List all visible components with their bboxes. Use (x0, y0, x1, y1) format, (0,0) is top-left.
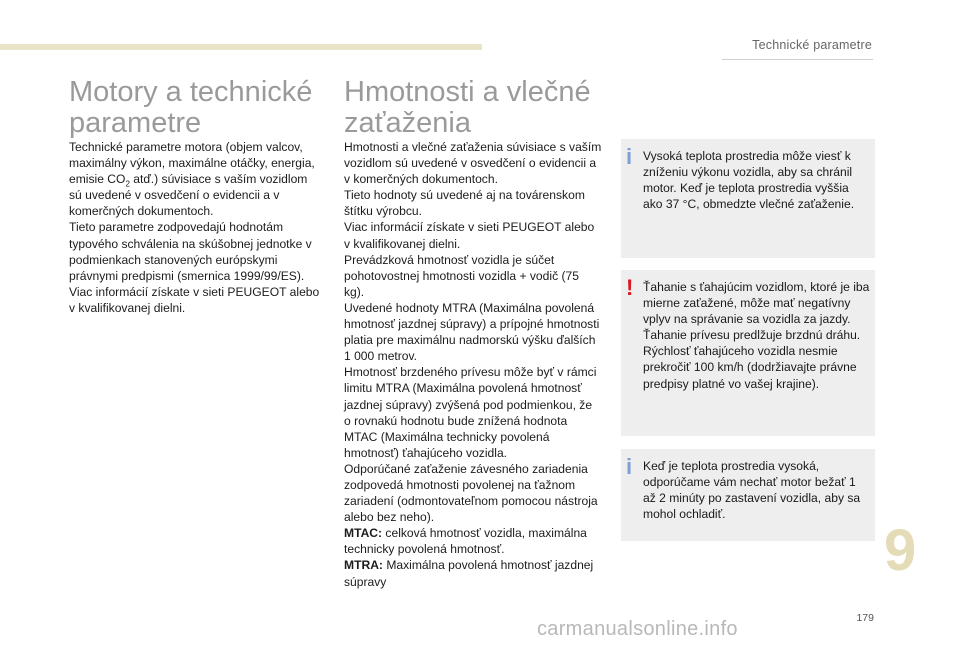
weights-para-7: Odporúčané zaťaženie závesného zariadenia zodpovedá hmotnosti povolenej na ťažnom zariadení (odmontovateľnom pomocou nástroja alebo bez neho). (344, 461, 598, 525)
info-icon: i (626, 144, 633, 169)
engine-para-2: Tieto parametre zodpovedajú hodnotám typového schválenia na skúšobnej jednotke v podmienkach stanovených európskymi právnymi predpismi (smernica 1999/99/ES). (69, 220, 312, 283)
co2-subscript: 2 (125, 179, 130, 189)
weights-section-heading (344, 77, 591, 139)
mtra-definition (344, 557, 602, 589)
engine-heading-line2: parametre (69, 107, 202, 139)
weights-para-1: Hmotnosti a vlečné zaťaženia súvisiace s vaším vozidlom sú uvedené v osvedčení o evidencii a v komerčných dokumentoch. (344, 140, 602, 187)
note-text: Keď je teplota prostredia vysoká, odporúčame vám nechať motor bežať 1 až 2 minúty po zastavení vozidla, aby sa mohol ochladiť. (643, 459, 861, 522)
weights-para-5: Uvedené hodnoty MTRA (Maximálna povolená hmotnosť jazdnej súpravy) a prípojné hmotnosti platia pre maximálnu nadmorskú výšku ďalších 1 000 metrov. (344, 300, 600, 364)
mtac-text: celková hmotnosť vozidla, maximálna technicky povolená hmotnosť. (344, 526, 587, 557)
engine-section-heading (69, 77, 312, 139)
chapter-number: 9 (884, 518, 917, 583)
weights-para-3: Viac informácií získate v sieti PEUGEOT alebo v kvalifikovanej dielni. (344, 220, 595, 251)
engine-para-3: Viac informácií získate v sieti PEUGEOT alebo v kvalifikovanej dielni. (69, 284, 320, 315)
warning-icon: ! (626, 275, 634, 300)
mtra-label: MTRA: (344, 558, 383, 573)
note-box-towing-warning (621, 270, 875, 436)
weights-para-4: Prevádzková hmotnosť vozidla je súčet pohotovostnej hmotnosti vozidla + vodič (75 kg). (344, 252, 579, 299)
weights-para-6: Hmotnosť brzdeného prívesu môže byť v rámci limitu MTRA (Maximálna povolená hmotnosť jazdnej súpravy) zvýšená pod podmienkou, že o rovnakú hodnotu bude znížená hodnota MTAC (Maximálna technicky povolená hmotnosť) ťahajúceho vozidla. (344, 365, 597, 460)
section-header-title: Technické parametre (752, 38, 872, 52)
header-divider (722, 59, 873, 60)
mtra-text: Maximálna povolená hmotnosť jazdnej súpravy (344, 558, 594, 589)
note-box-heat-info (621, 139, 875, 258)
weights-heading-line1: Hmotnosti a vlečné (344, 76, 591, 108)
note-text: Vysoká teplota prostredia môže viesť k zníženiu výkonu vozidla, aby sa chránil motor. Keď je teplota prostredia vyššia ako 37 °C, obmedzte vlečné zaťaženie. (643, 149, 855, 212)
page-number: 179 (856, 612, 874, 624)
engine-para-1 (69, 139, 321, 219)
engine-section-body (69, 139, 321, 316)
engine-para-1-text-b: atď.) súvisiace s vaším vozidlom sú uvedené v osvedčení o evidencii a v komerčných dokumentoch. (69, 172, 308, 219)
mtac-label: MTAC: (344, 526, 383, 541)
weights-para-2: Tieto hodnoty sú uvedené aj na továrenskom štítku výrobcu. (344, 188, 585, 219)
accent-band (0, 44, 482, 50)
note-box-cooldown-info (621, 449, 875, 541)
info-icon: i (626, 454, 633, 479)
weights-heading-line2: zaťaženia (344, 107, 471, 139)
weights-section-body (344, 139, 602, 590)
note-text: Ťahanie s ťahajúcim vozidlom, ktoré je iba mierne zaťažené, môže mať negatívny vplyv na správanie sa vozidla za jazdy. Ťahanie prívesu predlžuje brzdnú dráhu. Rýchlosť ťahajúceho vozidla nesmie prekročiť 100 km/h (dodržiavajte právne predpisy platné vo vašej krajine). (643, 280, 870, 391)
engine-heading-line1: Motory a technické (69, 76, 313, 108)
mtac-definition (344, 525, 602, 557)
watermark: carmanualsonline.info (537, 618, 738, 640)
engine-para-1-text-a: Technické parametre motora (objem valcov, maximálny výkon, maximálne otáčky, energia, emisie CO (69, 140, 315, 187)
